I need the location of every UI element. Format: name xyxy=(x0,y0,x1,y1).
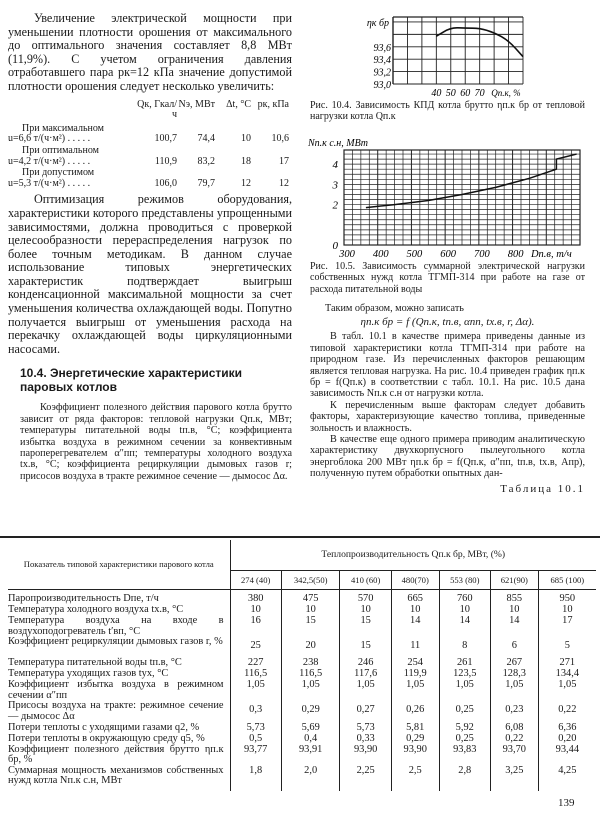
column-header-load: 342,5(50) xyxy=(281,570,340,589)
table-cell: 0,4 xyxy=(281,734,340,745)
x-tick-label: 60 xyxy=(460,88,471,99)
paragraph-irrigation-density: Увеличение электрической мощности при уменьшении плотности орошения от максимального до оптимального значения составляет 8,8 МВт (11,9%). С учетом ограничения давления отработавшего пара pк=12 кПа значение допустимой плотности орошения следует несколько увеличить: xyxy=(8,11,292,93)
y-tick-label: 93,2 xyxy=(373,67,391,79)
row-label: Температура воздуха на входе в воздухоподогреватель t′вп, °C xyxy=(8,615,224,637)
table-cell: 93,70 xyxy=(490,745,538,766)
column-group-header: Теплопроизводительность Qп.к бр, МВт, (%) xyxy=(230,540,596,570)
table-cell: 15 xyxy=(340,616,391,637)
table-cell: 20 xyxy=(281,637,340,658)
mini-cell: 10,6 xyxy=(271,133,289,145)
table-cell: 2,8 xyxy=(439,766,490,787)
table-cell: 855 xyxy=(490,589,538,605)
mini-cell: 106,0 xyxy=(154,177,177,189)
table-cell: 93,77 xyxy=(230,745,281,766)
table-cell: 261 xyxy=(439,658,490,669)
table-cell: 1,05 xyxy=(230,680,281,701)
table-cell: 5,69 xyxy=(281,723,340,734)
table-cell: 2,5 xyxy=(391,766,439,787)
table-cell: 14 xyxy=(490,616,538,637)
column-header-load: 480(70) xyxy=(391,570,439,589)
figure-10-4-chart xyxy=(300,0,600,100)
y-tick-label: 0 xyxy=(332,240,338,252)
x-tick-label: 800 xyxy=(507,249,524,260)
table-cell: 0,5 xyxy=(230,734,281,745)
table-cell: 0,20 xyxy=(538,734,596,745)
table-cell: 0,25 xyxy=(439,734,490,745)
table-row xyxy=(8,723,596,734)
table-cell: 119,9 xyxy=(391,669,439,680)
table-cell: 117,6 xyxy=(340,669,391,680)
mini-row-condition: u=6,6 т/(ч·м²) . . . . . xyxy=(8,133,91,145)
table-cell: 0,26 xyxy=(391,701,439,722)
table-cell: 6,08 xyxy=(490,723,538,734)
table-cell: 6 xyxy=(490,637,538,658)
column-header-indicator: Показатель типовой характеристики парового котла xyxy=(8,540,230,589)
mini-cell: 79,7 xyxy=(197,177,215,189)
row-label: Коэффициент рециркуляции дымовых газов r, % xyxy=(8,636,223,648)
x-tick-label: 300 xyxy=(339,249,355,260)
table-cell: 1,8 xyxy=(230,766,281,787)
table-cell: 4,25 xyxy=(538,766,596,787)
mini-row-label: При допустимом xyxy=(22,167,95,179)
mini-cell: 10 xyxy=(241,133,251,145)
table-cell: 2,25 xyxy=(340,766,391,787)
y-tick-label: 93,6 xyxy=(373,42,391,54)
table-cell: 1,05 xyxy=(391,680,439,701)
mini-header-n: Nэ, МВт xyxy=(178,98,215,110)
table-cell: 25 xyxy=(230,637,281,658)
row-label: Паропроизводительность Dпе, т/ч xyxy=(8,592,159,604)
mini-row-label: При оптимальном xyxy=(22,144,99,156)
mini-row-condition: u=5,3 т/(ч·м²) . . . . . xyxy=(8,177,91,189)
table-cell: 5,73 xyxy=(340,723,391,734)
row-label: Температура уходящих газов tух, °C xyxy=(8,668,169,680)
page-number: 139 xyxy=(558,797,575,809)
table-cell: 0,29 xyxy=(391,734,439,745)
y-axis-label: ηк бр xyxy=(366,18,389,29)
table-top-rule xyxy=(0,536,600,538)
table-row xyxy=(8,766,596,787)
x-tick-label: 400 xyxy=(372,249,389,260)
table-cell: 1,05 xyxy=(490,680,538,701)
table-cell: 570 xyxy=(340,589,391,605)
mini-table-row xyxy=(8,146,292,167)
table-cell: 0,27 xyxy=(340,701,391,722)
figure-10-5-chart xyxy=(300,136,600,260)
table-cell: 10 xyxy=(230,605,281,616)
table-cell: 246 xyxy=(340,658,391,669)
mini-row-label: При максимальном xyxy=(22,122,104,134)
figure-10-5-caption: Рис. 10.5. Зависимость суммарной электрической нагрузки собственных нужд котла ТГМП-314 при работе на газе от расхода питательной воды xyxy=(310,261,585,295)
table-cell: 1,05 xyxy=(538,680,596,701)
row-label: Потери теплоты в окружающую среду q5, % xyxy=(8,732,205,744)
table-row xyxy=(8,734,596,745)
mini-cell: 110,9 xyxy=(154,155,177,167)
right-column xyxy=(310,303,585,496)
mini-table-header xyxy=(8,100,292,121)
table-cell: 760 xyxy=(439,589,490,605)
table-cell: 1,05 xyxy=(439,680,490,701)
mini-cell: 12 xyxy=(241,177,251,189)
table-cell: 5 xyxy=(538,637,596,658)
column-header-load: 410 (60) xyxy=(340,570,391,589)
table-cell: 15 xyxy=(281,616,340,637)
paragraph-analytic-example: В качестве еще одного примера приводим аналитическую характеристику двухкорпусного пылеугольного котла энергоблока 200 МВт ηп.к бр = f(Qп.к, α″пп, tп.в, tх.в, Aпр), полученную путем обработки опытных дан- xyxy=(310,434,585,480)
row-label: Температура питательной воды tп.в, °C xyxy=(8,657,182,669)
y-tick-label: 4 xyxy=(332,159,338,172)
table-cell: 134,4 xyxy=(538,669,596,680)
mini-header-p: pк, кПа xyxy=(257,98,289,110)
table-cell: 2,0 xyxy=(281,766,340,787)
row-label: Суммарная мощность механизмов собственных нужд котла Nп.к с.н, МВт xyxy=(8,764,224,787)
mini-cell: 12 xyxy=(279,177,289,189)
table-cell: 0,33 xyxy=(340,734,391,745)
table-cell: 10 xyxy=(340,605,391,616)
table-cell: 238 xyxy=(281,658,340,669)
mini-table-row xyxy=(8,124,292,145)
figure-10-4-caption: Рис. 10.4. Зависимость КПД котла брутто ηп.к бр от тепловой нагрузки котла Qп.к xyxy=(310,100,585,123)
table-cell: 93,44 xyxy=(538,745,596,766)
table-cell: 10 xyxy=(490,605,538,616)
irrigation-mini-table xyxy=(8,100,292,190)
table-cell: 267 xyxy=(490,658,538,669)
efficiency-formula: ηп.к бр = f (Qп.к, tп.в, αпп, tх.в, r, Δα). xyxy=(360,316,535,329)
table-cell: 123,5 xyxy=(439,669,490,680)
x-tick-label: 50 xyxy=(445,88,456,99)
table-cell: 93,83 xyxy=(439,745,490,766)
lead-text: Таким образом, можно записать xyxy=(325,303,464,314)
paragraph-table-reference: В табл. 10.1 в качестве примера приведены данные из типовой характеристики котла ТГМП-314 при работе на природном газе. Из перечисленных факторов решающим является тепловая нагрузка. На рис. 10.4 приведен график ηп.к бр = f(Qп.к) в соответствии с табл. 10.1. На рис. 10.5 дана зависимость Nп.к с.н от нагрузки котла. xyxy=(310,331,585,400)
y-tick-label: 93,0 xyxy=(373,80,391,91)
table-cell: 11 xyxy=(391,637,439,658)
table-row xyxy=(8,616,596,637)
row-label: Потери теплоты с уходящими газами q2, % xyxy=(8,721,200,733)
y-axis-label: Nп.к с.н, МВт xyxy=(308,138,369,149)
table-cell: 17 xyxy=(538,616,596,637)
paragraph-efficiency-factors: Коэффициент полезного действия парового котла брутто зависит от ряда факторов: тепловой нагрузки Qп.к, МВт; температуры питательной воды tп.в, °C; коэффициента избытка воздуха в режимном сечении за конвективным пароперегревателем α″пп; температуры холодного воздуха tх.в, °C; коэффициента рециркуляции дымовых газов r; присосов воздуха в тракте режимное сечение — дымосос Δα. xyxy=(20,402,292,482)
table-row xyxy=(8,680,596,701)
row-label: Коэффициент полезного действия брутто ηп.к бр, % xyxy=(8,743,224,766)
x-axis-label: Qп.к, % xyxy=(491,88,521,98)
table-cell: 3,25 xyxy=(490,766,538,787)
table-cell: 1,05 xyxy=(340,680,391,701)
x-tick-label: 600 xyxy=(440,249,457,260)
column-header-load: 621(90) xyxy=(490,570,538,589)
table-cell: 0,3 xyxy=(230,701,281,722)
table-cell: 93,90 xyxy=(391,745,439,766)
table-title: Таблица 10.1 xyxy=(500,482,585,495)
table-cell: 6,36 xyxy=(538,723,596,734)
table-cell: 5,81 xyxy=(391,723,439,734)
mini-cell: 74,4 xyxy=(197,133,215,145)
y-tick-label: 2 xyxy=(332,199,338,212)
table-cell: 8 xyxy=(439,637,490,658)
mini-row-condition: u=4,2 т/(ч·м²) . . . . . xyxy=(8,155,91,167)
table-cell: 380 xyxy=(230,589,281,605)
mini-cell: 100,7 xyxy=(154,133,177,145)
x-axis-label: Dп.в, т/ч xyxy=(530,249,572,260)
paragraph-optimization: Оптимизация режимов оборудования, характеристики которого представлены упрощенными зависимостями, должна проводиться с проверкой целесообразности перераспределения нагрузок по более точным методикам. В данном случае использование типовых энергетических характеристик подтверждает выигрыш конденсационной максимальной мощности за счет уменьшения количества охлаждающей воды. Попутно получается выигрыш от уменьшения расхода на перекачку охлаждающей воды циркуляционными насосами. xyxy=(8,192,292,356)
table-cell: 0,29 xyxy=(281,701,340,722)
table-cell: 10 xyxy=(538,605,596,616)
row-label: Коэффициент избытка воздуха в режимном сечении α″пп xyxy=(8,679,224,701)
section-heading: 10.4. Энергетические характеристики паровых котлов xyxy=(20,366,243,395)
table-cell: 227 xyxy=(230,658,281,669)
table-cell: 665 xyxy=(391,589,439,605)
row-label: Присосы воздуха на тракте: режимное сечение — дымосос Δα xyxy=(8,700,224,722)
mini-header-q: Qк, Гкал/ч xyxy=(137,98,177,121)
left-column xyxy=(8,12,292,482)
x-tick-label: 70 xyxy=(474,88,485,99)
table-cell: 271 xyxy=(538,658,596,669)
table-cell: 0,22 xyxy=(538,701,596,722)
mini-header-dt: Δt, °C xyxy=(226,98,251,110)
y-tick-label: 93,4 xyxy=(373,55,391,67)
x-tick-label: 40 xyxy=(431,88,442,99)
table-cell: 93,90 xyxy=(340,745,391,766)
table-cell: 5,73 xyxy=(230,723,281,734)
table-cell: 93,91 xyxy=(281,745,340,766)
table-row xyxy=(8,637,596,658)
table-cell: 5,92 xyxy=(439,723,490,734)
column-header-load: 553 (80) xyxy=(439,570,490,589)
table-cell: 10 xyxy=(391,605,439,616)
table-cell: 116,5 xyxy=(230,669,281,680)
table-cell: 950 xyxy=(538,589,596,605)
row-label: Температура холодного воздуха tх.в, °C xyxy=(8,604,184,615)
mini-cell: 17 xyxy=(279,155,289,167)
mini-cell: 83,2 xyxy=(197,155,215,167)
paragraph-fuel-factors: К перечисленным выше факторам следует добавить факторы, характеризующие качество топлива, приведенные зольность и влажность. xyxy=(310,399,585,434)
table-cell: 0,23 xyxy=(490,701,538,722)
x-tick-label: 500 xyxy=(406,249,423,260)
table-cell: 0,22 xyxy=(490,734,538,745)
column-header-load: 274 (40) xyxy=(230,570,281,589)
table-cell: 475 xyxy=(281,589,340,605)
table-cell: 254 xyxy=(391,658,439,669)
x-tick-label: 700 xyxy=(473,249,490,260)
table-cell: 10 xyxy=(281,605,340,616)
table-cell: 128,3 xyxy=(490,669,538,680)
mini-table-row xyxy=(8,168,292,189)
table-row xyxy=(8,701,596,722)
table-cell: 116,5 xyxy=(281,669,340,680)
table-cell: 16 xyxy=(230,616,281,637)
table-cell: 15 xyxy=(340,637,391,658)
table-cell: 14 xyxy=(439,616,490,637)
table-row xyxy=(8,589,596,605)
table-cell: 0,25 xyxy=(439,701,490,722)
table-cell: 14 xyxy=(391,616,439,637)
column-header-load: 685 (100) xyxy=(538,570,596,589)
table-row xyxy=(8,745,596,766)
y-tick-label: 3 xyxy=(332,179,338,192)
table-cell: 10 xyxy=(439,605,490,616)
table-bottom-spacer xyxy=(8,787,596,791)
boiler-characteristics-table xyxy=(8,540,596,791)
table-cell: 1,05 xyxy=(281,680,340,701)
mini-cell: 18 xyxy=(241,155,251,167)
